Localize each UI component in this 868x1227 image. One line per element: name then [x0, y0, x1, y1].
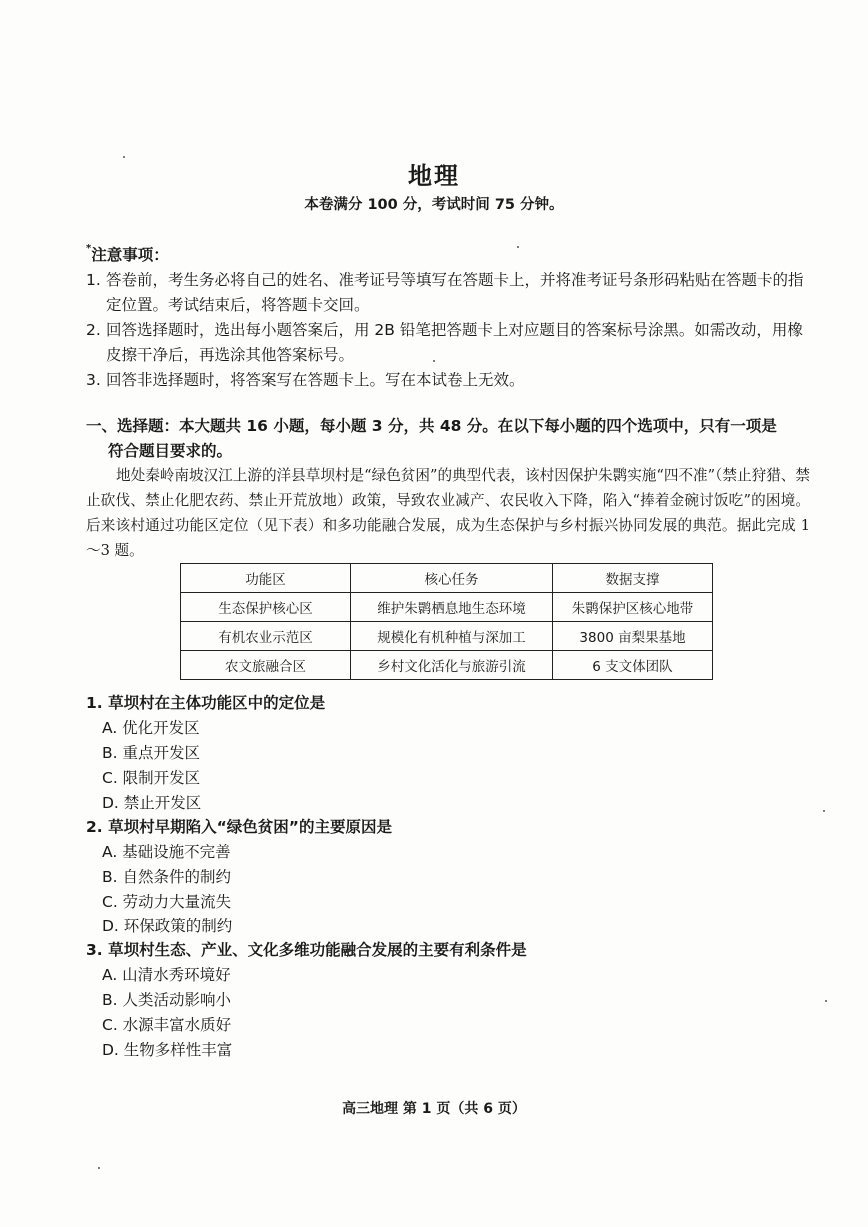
table-cell: 乡村文化活化与旅游引流 [351, 651, 553, 680]
scan-speck [823, 810, 825, 812]
scan-speck [123, 156, 125, 158]
passage-text: 地处秦岭南坡汉江上游的洋县草坝村是“绿色贫困”的典型代表，该村因保护朱鹮实施“四不准”（禁止狩猎、禁止砍伐、禁止化肥农药、禁止开荒放地）政策，导致农业减产、农民收入下降，陷入“捧着金碗讨饭吃”的困境。后来该村通过功能区定位（见下表）和多功能融合发展，成为生态保护与乡村振兴协同发展的典范。据此完成 1～3 题。 [86, 467, 810, 559]
table-row [181, 651, 713, 680]
function-zone-table [180, 563, 713, 680]
question-2-stem: 2. 草坝村早期陷入“绿色贫困”的主要原因是 [86, 818, 392, 836]
scan-speck [517, 246, 519, 248]
table-cell: 农文旅融合区 [181, 651, 351, 680]
table-row [181, 622, 713, 651]
notice-item-text: 回答选择题时，选出每小题答案后，用 2B 铅笔把答题卡上对应题目的答案标号涂黑。如需改动，用橡皮擦干净后，再选涂其他答案标号。 [106, 321, 803, 364]
notice-item-2 [86, 318, 810, 368]
table-cell: 规模化有机种植与深加工 [351, 622, 553, 651]
section-heading-line1: 一、选择题：本大题共 16 小题，每小题 3 分，共 48 分。在以下每小题的四个选项中，只有一项是 [86, 417, 777, 435]
section-heading [86, 414, 810, 464]
scan-speck [433, 360, 435, 362]
question-3-option-c: C. 水源丰富水质好 [102, 1016, 232, 1034]
table-header-cell: 功能区 [181, 564, 351, 593]
question-2-option-b: B. 自然条件的制约 [102, 868, 231, 886]
table-cell: 维护朱鹮栖息地生态环境 [351, 593, 553, 622]
table-row [181, 593, 713, 622]
notice-heading: *注意事项： [86, 243, 169, 264]
table-cell: 6 支文体团队 [553, 651, 713, 680]
question-1-option-a: A. 优化开发区 [102, 719, 200, 737]
scan-speck [825, 1000, 827, 1002]
notice-item-text: 回答非选择题时，将答案写在答题卡上。写在本试卷上无效。 [106, 371, 525, 389]
table-header-row [181, 564, 713, 593]
table-cell: 生态保护核心区 [181, 593, 351, 622]
table-cell: 3800 亩梨果基地 [553, 622, 713, 651]
reading-passage [86, 463, 810, 563]
page-subtitle: 本卷满分 100 分，考试时间 75 分钟。 [304, 197, 564, 213]
question-1-option-d: D. 禁止开发区 [102, 794, 202, 812]
notice-item-number: 3. [86, 371, 101, 389]
notice-item-1 [86, 268, 810, 318]
notice-item-number: 2. [86, 321, 101, 339]
question-2-option-c: C. 劳动力大量流失 [102, 893, 232, 911]
table-header-cell: 核心任务 [351, 564, 553, 593]
scan-speck [98, 1167, 100, 1169]
notice-item-number: 1. [86, 271, 101, 289]
page-footer: 高三地理 第 1 页（共 6 页） [342, 1101, 526, 1117]
question-3-stem: 3. 草坝村生态、产业、文化多维功能融合发展的主要有利条件是 [86, 941, 527, 959]
question-1-stem: 1. 草坝村在主体功能区中的定位是 [86, 694, 326, 712]
question-1-option-c: C. 限制开发区 [102, 769, 201, 787]
section-heading-line2: 符合题目要求的。 [108, 442, 233, 460]
question-3-option-d: D. 生物多样性丰富 [102, 1041, 233, 1059]
notice-item-3 [86, 368, 810, 393]
table-header-cell: 数据支撑 [553, 564, 713, 593]
notice-item-text: 答卷前，考生务必将自己的姓名、准考证号等填写在答题卡上，并将准考证号条形码粘贴在答题卡的指定位置。考试结束后，将答题卡交回。 [106, 271, 804, 314]
question-2-option-d: D. 环保政策的制约 [102, 917, 233, 935]
page-title: 地理 [408, 162, 460, 190]
asterisk-mark: * [86, 243, 92, 254]
table-cell: 朱鹮保护区核心地带 [553, 593, 713, 622]
question-1-option-b: B. 重点开发区 [102, 744, 200, 762]
question-3-option-b: B. 人类活动影响小 [102, 991, 231, 1009]
question-3-option-a: A. 山清水秀环境好 [102, 966, 231, 984]
table-cell: 有机农业示范区 [181, 622, 351, 651]
question-2-option-a: A. 基础设施不完善 [102, 843, 231, 861]
